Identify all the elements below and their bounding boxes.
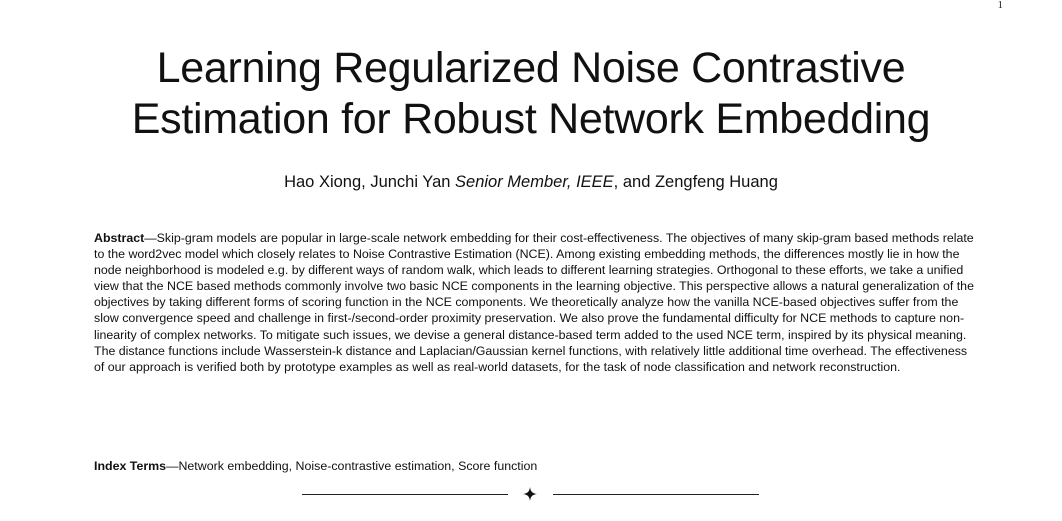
paper-title <box>0 43 1062 145</box>
abstract-label: Abstract <box>94 231 145 245</box>
divider-rule-right <box>553 494 759 495</box>
index-terms <box>94 458 974 474</box>
page-number: 1 <box>997 0 1003 11</box>
divider-rule-left <box>302 494 508 495</box>
abstract <box>94 230 974 375</box>
index-terms-label: Index Terms <box>94 459 167 473</box>
author-affiliation: Senior Member, IEEE <box>455 173 614 191</box>
author-names: Hao Xiong, Junchi Yan <box>284 173 456 191</box>
author-names-rest: , and Zengfeng Huang <box>613 173 778 191</box>
abstract-text: —Skip-gram models are popular in large-scale network embedding for their cost-effectiveness. The objectives of many skip-gram based methods relate to the word2vec model which closely relates to Noise Contrastive Estimation (NCE). Among existing embedding methods, the differences mostly lie in how the node neighborhood is modeled e.g. by different ways of random walk, which leads to different learning strategies. Orthogonal to these efforts, we take a unified view that the NCE based methods commonly involve two basic NCE components in the learning objective. This perspective allows a natural generalization of the objectives by taking different forms of scoring function in the NCE components. We theoretically analyze how the vanilla NCE-based objectives suffer from the slow convergence speed and challenge in first-/second-order proximity preservation. We also prove the fundamental difficulty for NCE methods to capture non-linearity of complex networks. To mitigate such issues, we devise a general distance-based term added to the used NCE term, inspired by its physical meaning. The distance functions include Wasserstein-k distance and Laplacian/Gaussian kernel functions, with relatively little additional time overhead. The effectiveness of our approach is verified both by prototype examples as well as real-world datasets, for the task of node classification and network reconstruction. <box>94 231 974 374</box>
diamond-ornament-icon <box>523 487 537 501</box>
section-divider <box>0 485 1062 505</box>
author-list <box>0 172 1062 192</box>
index-terms-text: —Network embedding, Noise-contrastive estimation, Score function <box>166 459 538 473</box>
title-line-1: Learning Regularized Noise Contrastive <box>156 44 906 92</box>
title-line-2: Estimation for Robust Network Embedding <box>131 95 931 143</box>
